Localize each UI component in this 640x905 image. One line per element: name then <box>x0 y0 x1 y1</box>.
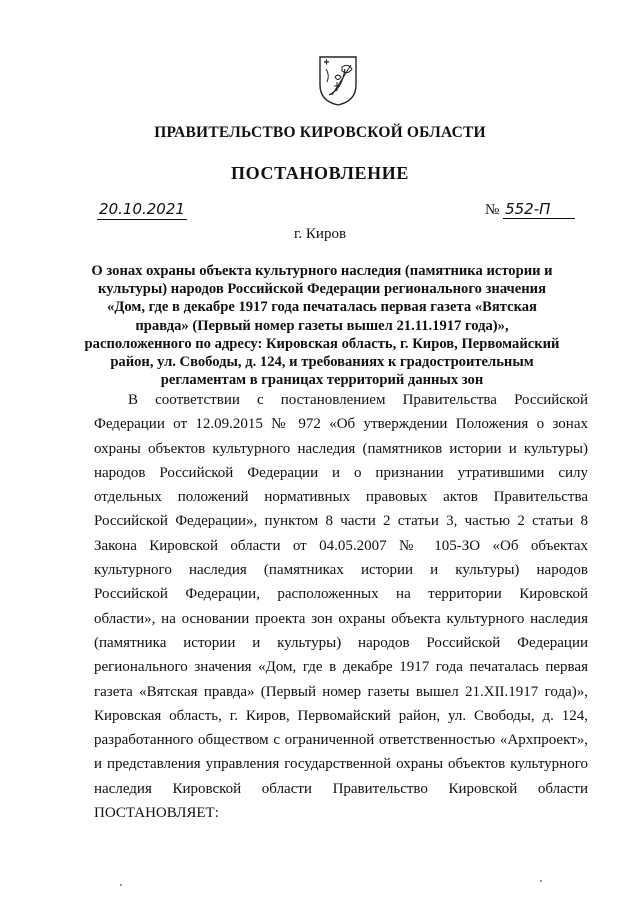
scan-speck <box>540 880 542 882</box>
document-number: 552-П <box>503 200 575 219</box>
body-line: Кировская область, г. Киров, Первомайский район, ул. Свободы, д. 124, <box>94 707 588 724</box>
document-body <box>94 388 588 825</box>
document-city: г. Киров <box>293 226 347 242</box>
body-line: наследия Кировской области Правительство Кировской области <box>94 780 588 797</box>
body-line: разработанного обществом с ограниченной ответственностью «Архпроект», <box>94 732 588 749</box>
heading-line: район, ул. Свободы, д. 124, и требованиях к градостроительным <box>110 354 534 371</box>
body-line: охраны объектов культурного наследия (памятников истории и культуры) <box>94 440 588 457</box>
body-line: Закона Кировской области от 04.05.2007 № 105-ЗО «Об объектах <box>94 537 588 554</box>
body-line: области», на основании проекта зон охраны объекта культурного наследия <box>94 610 588 627</box>
coat-of-arms-icon <box>318 55 358 107</box>
body-line: и представления управления государственной охраны объектов культурного <box>94 756 588 773</box>
body-line: В соответствии с постановлением Правительства Российской <box>128 392 588 408</box>
number-sign: № <box>485 202 500 218</box>
heading-line: «Дом, где в декабре 1917 года печаталась первая газета «Вятская <box>107 299 537 316</box>
document-type: ПОСТАНОВЛЕНИЕ <box>231 163 409 183</box>
body-line: народов Российской Федерации и о признании утратившими силу <box>94 464 588 481</box>
heading-line: О зонах охраны объекта культурного наследия (памятника истории и <box>91 263 553 279</box>
government-name: ПРАВИТЕЛЬСТВО КИРОВСКОЙ ОБЛАСТИ <box>154 124 486 141</box>
document-number-block <box>485 200 575 219</box>
body-line: культурного наследия (памятниках истории и культуры) народов <box>94 562 588 579</box>
heading-line: расположенного по адресу: Кировская область, г. Киров, Первомайский <box>84 335 560 352</box>
heading-line: регламентам в границах территорий данных зон <box>160 372 484 389</box>
document-heading <box>82 262 562 389</box>
heading-line: правда» (Первый номер газеты вышел 21.11.1917 года)», <box>135 317 509 334</box>
body-line: регионального значения «Дом, где в декабре 1917 года печаталась первая <box>94 659 588 676</box>
body-line: отдельных положений нормативных правовых актов Правительства <box>94 489 588 506</box>
body-line: Российской Федерации, расположенных на территории Кировской <box>94 586 588 603</box>
body-line: газета «Вятская правда» (Первый номер газеты вышел 21.XII.1917 года)», <box>94 683 588 700</box>
body-line: Российской Федерации», пунктом 8 части 2 статьи 3, частью 2 статьи 8 <box>94 513 588 530</box>
body-line: ПОСТАНОВЛЯЕТ: <box>94 805 219 822</box>
body-line: (памятника истории и культуры) народов Российской Федерации <box>94 634 588 651</box>
body-line: Федерации от 12.09.2015 № 972 «Об утверждении Положения о зонах <box>94 416 588 433</box>
scan-speck <box>120 884 122 886</box>
document-date: 20.10.2021 <box>97 200 187 220</box>
heading-line: культуры) народов Российской Федерации регионального значения <box>98 281 546 298</box>
